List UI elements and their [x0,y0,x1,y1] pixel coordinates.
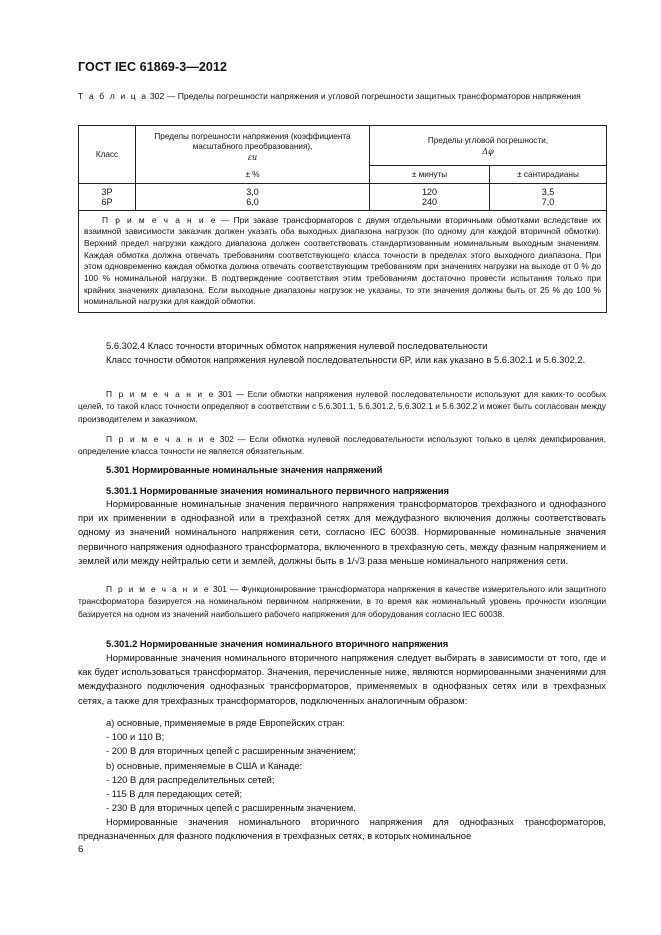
error-limits-table [78,125,607,313]
paragraph-accuracy-class: Класс точности обмоток напряжения нулевой последовательности 6P, или как указано в 5.6.302.1 и 5.6.302.2. [106,354,586,365]
heading-5-301-2: 5.301.2 Нормированные значения номинального вторичного напряжения [106,638,449,649]
note-label: П р и м е ч а н и е [106,389,215,399]
table-caption-text: 302 — Пределы погрешности напряжения и угловой погрешности защитных трансформаторов напряжения [147,91,581,101]
unit-centirad: ± сантирадианы [490,166,607,184]
table-caption [78,90,598,102]
row-minutes: 120 [370,184,490,198]
heading-5-301: 5.301 Нормированные номинальные значения напряжений [106,464,383,475]
note-text: 301 — Если обмотки напряжения нулевой последовательности используют для каких-то особых целей, то такой класс точности определяют в соответствии с 5.6.301.1, 5.6.301.2, 5.6.302.1 и 5.6.302.2 и может быть согласован между производителем и заказчиком. [78,389,606,424]
header-angle-error [370,126,607,166]
paragraph-primary-voltage: Нормированные номинальные значения первичного напряжения трансформаторов трехфазного и однофазного при их применении в однофазной или в трехфазной сетях для междуфазного включения должны соответствовать одному из значений номинального напряжения сети, согласно IEC 60038. Нормированные номинальные значения первичного напряжения однофазного трансформатора, включенного в трехфазную сеть, между фазным напряжением и землей или между нейтралью сети и землей, должны быть в 1/√3 раза меньше номинального напряжения сети. [78,498,606,566]
row-voltage: 6,0 [136,197,370,210]
row-minutes: 240 [370,197,490,210]
row-class: 3P [79,184,136,198]
delta-phi-symbol: Δφ [482,146,494,156]
row-centirad: 7,0 [490,197,607,210]
row-centirad: 3,5 [490,184,607,198]
table-row [79,184,607,198]
epsilon-u-symbol: εu [247,152,258,162]
table-note-label: П р и м е ч а н и е [102,214,217,225]
row-class: 6P [79,197,136,210]
table-row [79,197,607,210]
header-class: Класс [79,126,136,184]
note-301-function [78,583,606,620]
unit-percent: ± % [136,166,370,184]
paragraph-5-6-302-4: 5.6.302.4 Класс точности вторичных обмоток напряжения нулевой последовательности [106,340,488,351]
note-301-zero-seq [78,388,606,425]
list-item: - 120 В для распределительных сетей; [106,773,275,785]
table-note [79,210,607,313]
note-text: 301 — Функционирование трансформатора напряжения в качестве измерительного или защитного трансформатора базируется на номинальном первичном напряжении, в то время как номинальный уровень прочности изоляции базируется на одном из значений наибольшего рабочего напряжения для оборудования согласно IEC 60038. [78,584,606,619]
paragraph-secondary-voltage: Нормированные значения номинального вторичного напряжения следует выбирать в зависимости от того, где и как будет использоваться трансформатор. Значения, перечисленные ниже, являются нормированными значениями для междуфазного подключения однофазных трансформаторов, применяемых в однофазных сетях или в трехфазных сетях, а также для трехфазных трансформаторов, подключенных аналогичным образом: [78,652,606,706]
heading-5-301-1: 5.301.1 Нормированные значения номинального первичного напряжения [106,485,449,496]
list-item: b) основные, применяемые в США и Канаде: [106,759,303,771]
paragraph-single-phase: Нормированные значения номинального вторичного напряжения для однофазных трансформаторов, предназначенных для фазного подключения в трехфазных сетях, в которых номинальное [78,816,606,842]
page-number: 6 [78,844,84,855]
header-voltage-error [136,126,370,166]
note-label: П р и м е ч а н и е [106,434,217,444]
row-voltage: 3,0 [136,184,370,198]
standard-header: ГОСТ IEC 61869-3—2012 [78,60,228,74]
voltage-list [78,716,606,815]
unit-minutes: ± минуты [370,166,490,184]
note-label: П р и м е ч а н и е [106,584,210,594]
table-note-text: — При заказе трансформаторов с двумя отдельными вторичными обмотками вследствие их взаимной зависимости заказчик должен указать оба выходных диапазона нагрузок (по одному для каждой вторичной обмотки). Верхний предел нагрузки каждого диапазона должен соответствовать стандартизованным номинальным выходным значениям. Каждая обмотка должна отвечать требованиям соответствующего класса точности в пределах этого выходного диапазона. При этом одновременно каждая обмотка должна отвечать соответствующим требованиям при значениях нагрузки на выходе от 0 % до 100 % номинальной нагрузки. В подтверждение соответствия этим требованиям достаточно провести испытания только при крайних значениях диапазона. Если выходные диапазоны нагрузок не указаны, то эти значения должны быть от 25 % до 100 % номинальной нагрузки для каждой обмотки. [84,214,601,307]
note-302-damping [78,433,606,458]
header-angle-error-text: Пределы угловой погрешности, [427,135,549,145]
list-item: - 100 и 110 В; [106,731,165,743]
list-item: - 200 В для вторичных цепей с расширенным значением; [106,745,356,757]
list-item: а) основные, применяемые в ряде Европейских стран: [106,717,345,728]
note-text: 302 — Если обмотка нулевой последовательности используют только в целях демпфирования, определение класса точности не является обязательным. [78,434,606,457]
list-item: - 230 В для вторичных цепей с расширенным значением. [106,802,356,814]
header-voltage-error-text: Пределы погрешности напряжения (коэффициента масштабного преобразования), [154,131,351,151]
table-caption-label: Т а б л и ц а [78,91,148,101]
list-item: - 115 В для передающих сетей; [106,788,243,800]
